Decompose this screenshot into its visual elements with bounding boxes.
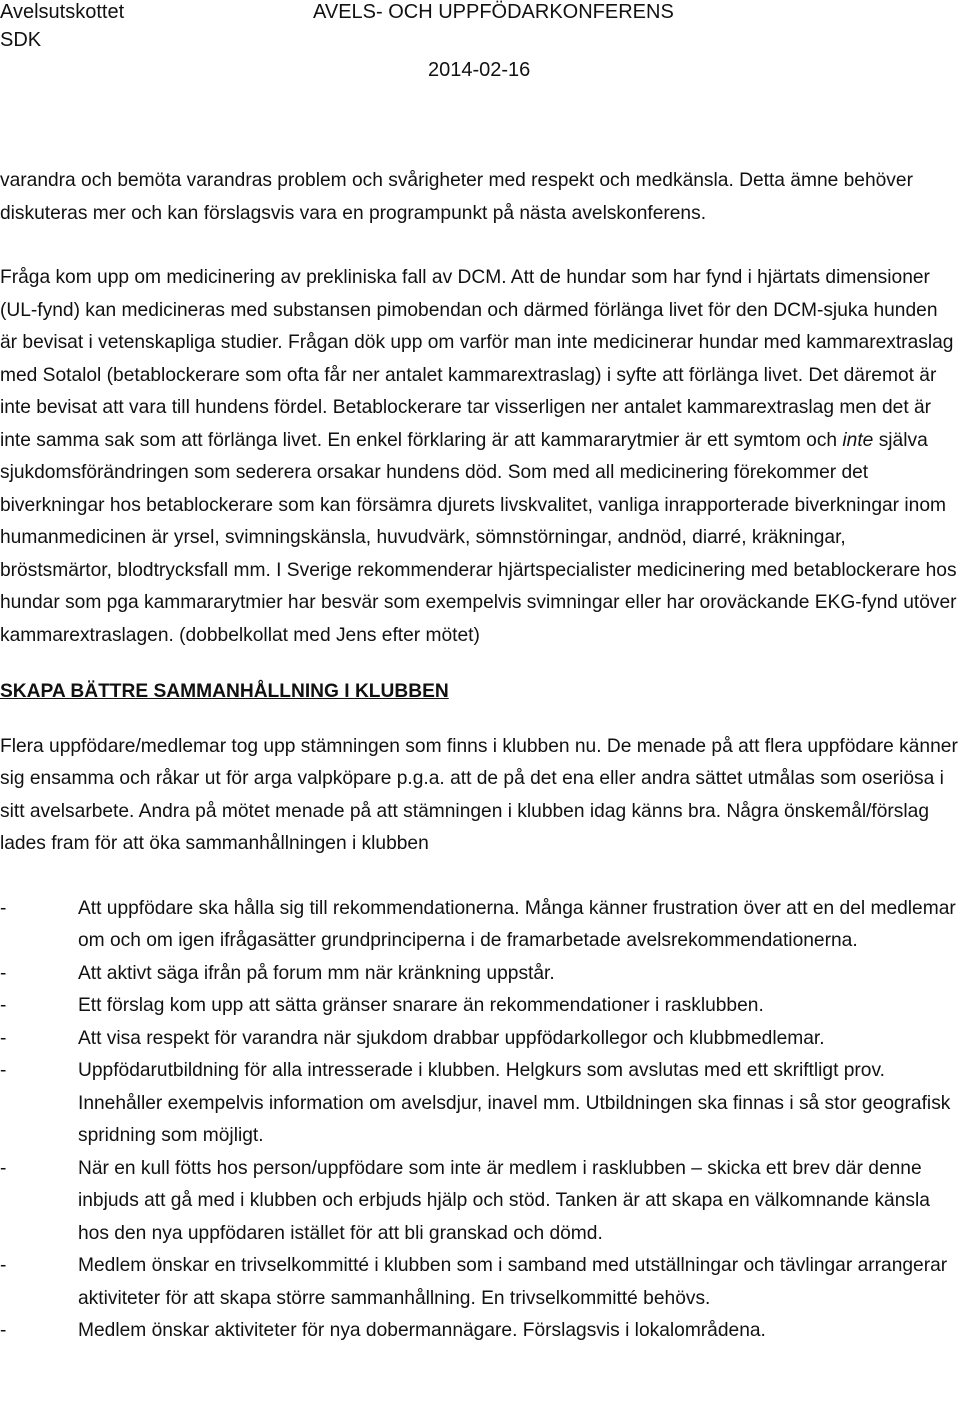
list-item [0,1250,958,1315]
list-item [0,990,958,1023]
list-item-text: Uppfödarutbildning för alla intresserade i klubben. Helgkurs som avslutas med ett skriftligt prov. Innehåller exempelvis information om avelsdjur, inavel mm. Utbildningen ska finnas i så stor geografisk spridning som möjligt. [78,1060,951,1146]
organization [0,0,124,54]
paragraph-medication [0,262,958,652]
list-bullet: - [0,1157,7,1179]
list-item-text: Ett förslag kom upp att sätta gränser snarare än rekommendationer i rasklubben. [78,995,764,1016]
list-item [0,1153,958,1251]
paragraph-medication-text-1: Fråga kom upp om medicinering av prekliniska fall av DCM. Att de hundar som har fynd i hjärtats dimensioner (UL-fynd) kan medicineras med substansen pimobendan och därmed förlänga livet för den DCM-sjuka hunden är bevisat i vetenskapliga studier. Frågan dök upp om varför man inte medicinerar hundar med kammarextraslag med Sotalol (betablockerare som ofta får ner antalet kammarextraslag) i syfte att förlänga livet. Det däremot är inte bevisat att vara till hundens fördel. Betablockerare tar visserligen ner antalet kammarextraslag men det är inte samma sak som att förlänga livet. En enkel förklaring är att kammararytmier är ett symtom och [0,267,954,451]
document-body [0,165,958,1348]
paragraph-medication-text-2: själva sjukdomsförändringen som sederera orsakar hundens död. Som med all medicinering förekommer det biverkningar hos betablockerare som kan försämra djurets livskvalitet, vanliga inrapporterade biverkningar inom humanmedicinen är yrsel, svimningskänsla, huvudvärk, sömnstörningar, andnöd, diarré, kräkningar, bröstsmärtor, blodtrycksfall mm. I Sverige rekommenderar hjärtspecialister medicinering med betablockerare hos hundar som pga kammararytmier har besvär som exempelvis svimningar eller har oroväckande EKG-fynd utöver kammarextraslagen. (dobbelkollat med Jens efter mötet) [0,429,957,646]
conference-title: AVELS- OCH UPPFÖDARKONFERENS [313,1,674,23]
section-heading: SKAPA BÄTTRE SAMMANHÅLLNING I KLUBBEN [0,681,449,702]
list-bullet: - [0,1060,7,1081]
list-item-text: Att visa respekt för varandra när sjukdom drabbar uppfödarkollegor och klubbmedlemar. [78,1027,825,1049]
list-item-text: När en kull fötts hos person/uppfödare som inte är medlem i rasklubben – skicka ett brev där denne inbjuds att gå med i klubben och erbjuds hjälp och stöd. Tanken är att skapa en välkomnande känsla hos den nya uppfödaren istället för att bli granskad och dömd. [78,1157,930,1244]
page-header [0,0,960,90]
list-item [0,1315,958,1348]
paragraph-cohesion: Flera uppfödare/medlemar tog upp stämningen som finns i klubben nu. De menade på att flera uppfödare känner sig ensamma och råkar ut för arga valpköpare p.g.a. att de på det ena eller andra sättet utmålas som oseriösa i sitt avelsarbete. Andra på mötet menade på att stämningen i klubben idag känns bra. Några önskemål/förslag lades fram för att öka sammanhållningen i klubben [0,735,958,854]
list-bullet: - [0,1027,7,1049]
list-item-text: Medlem önskar en trivselkommitté i klubben som i samband med utställningar och tävlingar arrangerar aktiviteter för att skapa större sammanhållning. En trivselkommitté behövs. [78,1255,948,1309]
list-bullet: - [0,962,7,984]
list-item [0,1055,958,1153]
org-abbreviation: SDK [0,29,42,51]
list-bullet: - [0,1320,7,1341]
proposal-list [0,893,958,1348]
list-bullet: - [0,1255,7,1276]
list-item-text: Medlem önskar aktiviteter för nya dobermannägare. Förslagsvis i lokalområdena. [78,1320,766,1341]
paragraph-intro: varandra och bemöta varandras problem och svårigheter med respekt och medkänsla. Detta ämne behöver diskuteras mer och kan förslagsvis vara en programpunkt på nästa avelskonferens. [0,170,913,224]
list-item [0,958,958,991]
org-name: Avelsutskottet [0,1,125,23]
paragraph-medication-emphasis: inte [842,429,874,451]
list-bullet: - [0,897,7,919]
list-item [0,1023,958,1056]
list-item-text: Att uppfödare ska hålla sig till rekommendationerna. Många känner frustration över att en del medlemar om och om igen ifrågasätter grundprinciperna i de framarbetade avelsrekommendationerna. [78,897,956,951]
document-date: 2014-02-16 [428,59,531,81]
list-item [0,893,958,958]
list-item-text: Att aktivt säga ifrån på forum mm när kränkning uppstår. [78,962,555,984]
list-bullet: - [0,995,7,1016]
